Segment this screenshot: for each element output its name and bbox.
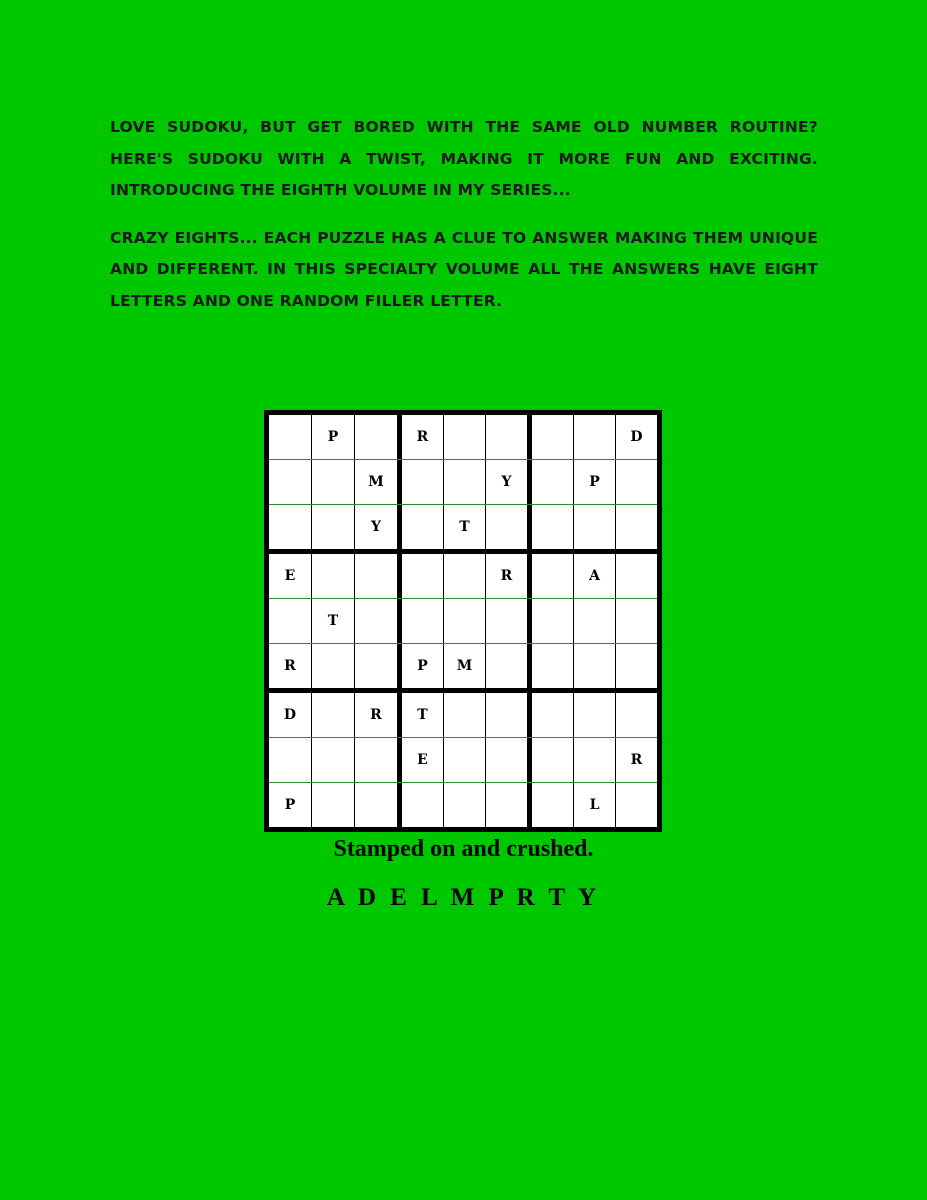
grid-cell bbox=[486, 415, 527, 459]
grid-cell bbox=[532, 460, 573, 504]
grid-cell bbox=[574, 599, 615, 643]
grid-cell: P bbox=[402, 644, 443, 688]
grid-cell bbox=[616, 554, 657, 598]
letter-set: A D E L M P R T Y bbox=[326, 884, 601, 911]
grid-cell: R bbox=[486, 554, 527, 598]
grid-cell bbox=[402, 554, 443, 598]
grid-cell: P bbox=[269, 783, 311, 827]
grid-cell bbox=[312, 738, 354, 782]
grid-cell: R bbox=[269, 644, 311, 688]
grid-row-divider bbox=[269, 504, 657, 505]
grid-cell bbox=[312, 693, 354, 737]
grid-cell bbox=[269, 599, 311, 643]
grid-cell bbox=[574, 415, 615, 459]
grid-cell bbox=[312, 783, 354, 827]
grid-cell bbox=[355, 599, 397, 643]
grid-cell: T bbox=[444, 505, 485, 549]
grid-cell bbox=[616, 505, 657, 549]
grid-cell bbox=[355, 554, 397, 598]
grid-cell bbox=[402, 505, 443, 549]
grid-cell: D bbox=[616, 415, 657, 459]
grid-cell: M bbox=[444, 644, 485, 688]
grid-cell bbox=[402, 599, 443, 643]
grid-cell bbox=[574, 738, 615, 782]
grid-row-divider bbox=[269, 782, 657, 783]
grid-cell: P bbox=[574, 460, 615, 504]
grid-cell bbox=[486, 644, 527, 688]
grid-cell bbox=[486, 783, 527, 827]
grid-cell bbox=[486, 505, 527, 549]
grid-cell bbox=[616, 644, 657, 688]
grid-cell bbox=[532, 644, 573, 688]
grid-cell bbox=[355, 644, 397, 688]
grid-cell: R bbox=[616, 738, 657, 782]
intro-text bbox=[110, 112, 818, 333]
grid-cell bbox=[444, 415, 485, 459]
grid-cell bbox=[574, 644, 615, 688]
grid-row-divider bbox=[269, 737, 657, 738]
grid-cell bbox=[312, 505, 354, 549]
grid-cell: Y bbox=[355, 505, 397, 549]
sudoku-grid bbox=[264, 410, 662, 832]
sudoku-cells bbox=[264, 410, 662, 832]
grid-cell bbox=[444, 599, 485, 643]
intro-paragraph-1: LOVE SUDOKU, BUT GET BORED WITH THE SAME OLD NUMBER ROUTINE? HERE'S SUDOKU WITH A TWIST, MAKING IT MORE FUN AND EXCITING. INTRODUCING THE EIGHTH VOLUME IN MY SERIES... bbox=[110, 118, 818, 199]
grid-cell bbox=[616, 460, 657, 504]
grid-row-divider bbox=[269, 459, 657, 460]
grid-cell: A bbox=[574, 554, 615, 598]
grid-cell bbox=[486, 738, 527, 782]
grid-cell bbox=[574, 693, 615, 737]
grid-cell: E bbox=[402, 738, 443, 782]
grid-cell bbox=[312, 644, 354, 688]
grid-cell: R bbox=[402, 415, 443, 459]
grid-cell: M bbox=[355, 460, 397, 504]
grid-cell bbox=[402, 783, 443, 827]
grid-cell bbox=[486, 599, 527, 643]
grid-cell bbox=[574, 505, 615, 549]
grid-cell bbox=[444, 554, 485, 598]
grid-row-divider bbox=[269, 598, 657, 599]
grid-cell bbox=[269, 415, 311, 459]
grid-cell: L bbox=[574, 783, 615, 827]
grid-cell bbox=[616, 783, 657, 827]
grid-cell bbox=[532, 415, 573, 459]
grid-cell bbox=[312, 460, 354, 504]
grid-cell bbox=[532, 783, 573, 827]
grid-cell: D bbox=[269, 693, 311, 737]
grid-cell bbox=[532, 738, 573, 782]
grid-cell bbox=[312, 554, 354, 598]
grid-cell bbox=[355, 783, 397, 827]
grid-cell bbox=[269, 738, 311, 782]
grid-cell bbox=[444, 460, 485, 504]
puzzle-clue: Stamped on and crushed. bbox=[333, 836, 594, 862]
grid-cell bbox=[532, 693, 573, 737]
grid-row-divider bbox=[269, 643, 657, 644]
grid-cell bbox=[269, 460, 311, 504]
grid-cell: Y bbox=[486, 460, 527, 504]
grid-cell bbox=[532, 599, 573, 643]
grid-cell bbox=[486, 693, 527, 737]
grid-cell bbox=[444, 738, 485, 782]
grid-cell bbox=[532, 505, 573, 549]
grid-cell: T bbox=[402, 693, 443, 737]
grid-cell bbox=[616, 693, 657, 737]
grid-cell: R bbox=[355, 693, 397, 737]
grid-cell: T bbox=[312, 599, 354, 643]
grid-cell bbox=[532, 554, 573, 598]
grid-cell: E bbox=[269, 554, 311, 598]
grid-cell bbox=[444, 693, 485, 737]
grid-cell bbox=[444, 783, 485, 827]
grid-cell bbox=[402, 460, 443, 504]
grid-cell bbox=[616, 599, 657, 643]
grid-cell bbox=[355, 738, 397, 782]
intro-paragraph-2: CRAZY EIGHTS... EACH PUZZLE HAS A CLUE TO ANSWER MAKING THEM UNIQUE AND DIFFERENT. IN THIS SPECIALTY VOLUME ALL THE ANSWERS HAVE EIGHT LETTERS AND ONE RANDOM FILLER LETTER. bbox=[110, 228, 818, 310]
grid-cell bbox=[355, 415, 397, 459]
grid-cell bbox=[269, 505, 311, 549]
grid-cell: P bbox=[312, 415, 354, 459]
